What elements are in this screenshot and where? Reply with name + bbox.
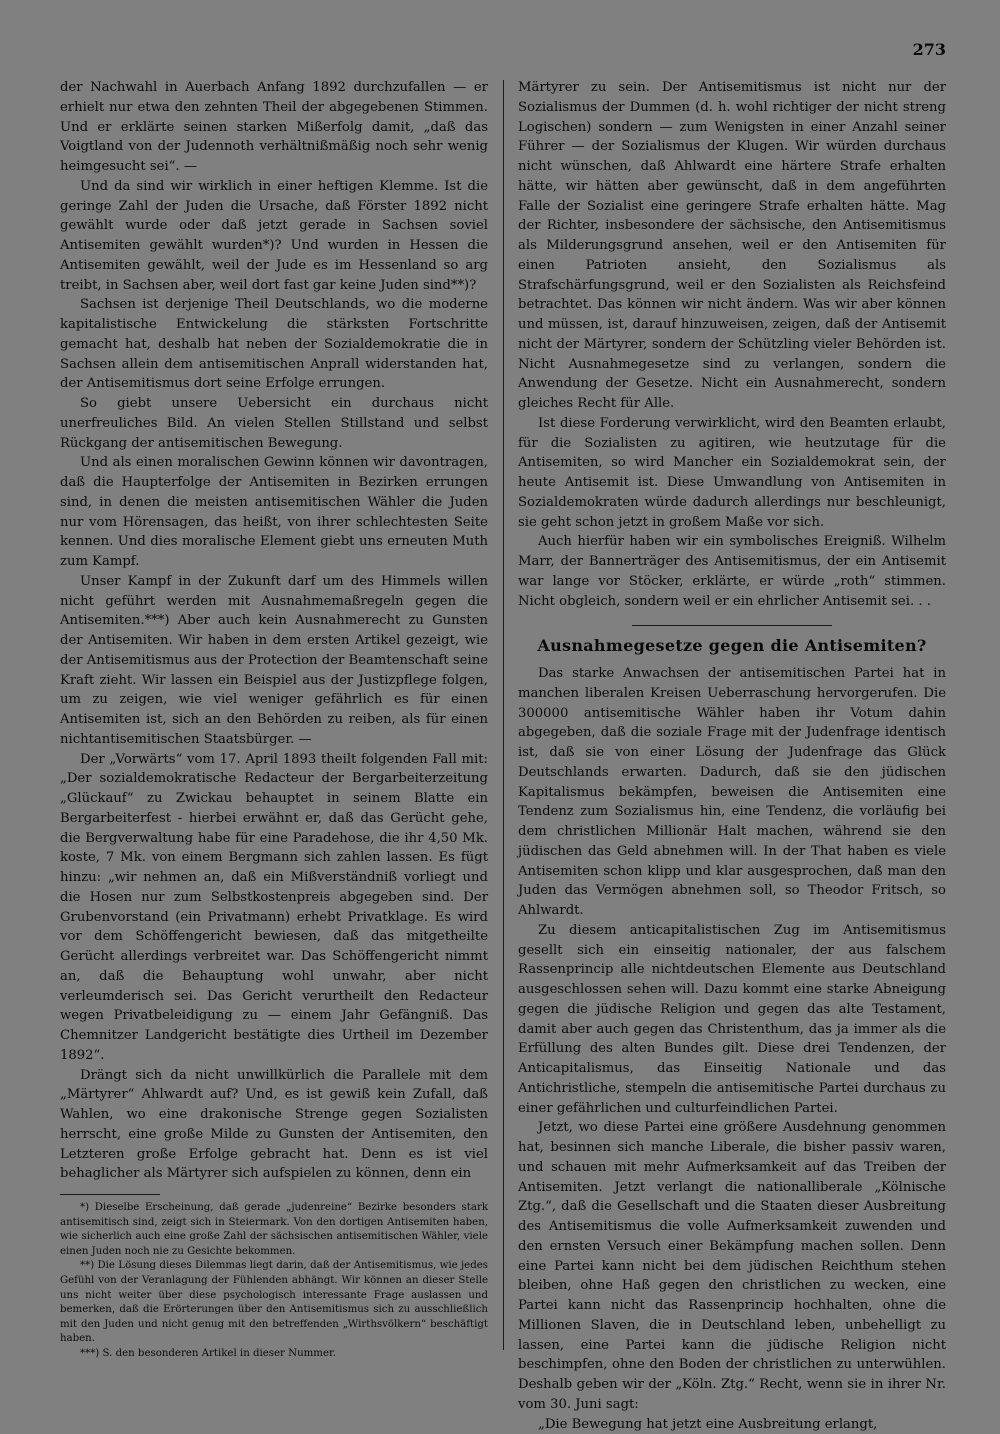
paragraph: Der „Vorwärts“ vom 17. April 1893 theilt folgenden Fall mit: „Der sozialdemokratische Redacteur der Bergarbeiterzeitung „Glückauf“ zu Zwickau behauptet in seinem Blatte ein Bergarbeiterfest - hierbei erwähnt er, daß das Gerücht gehe, die Bergverwaltung habe für eine Paradehose, die ihr 4,50 Mk. koste, 7 Mk. von einem Bergmann sich zahlen lassen. Es fügt hinzu: „wir nehmen an, daß ein Mißverständniß vorliegt und die Hosen nur zum Selbstkostenpreis abgegeben sind. Der Grubenvorstand (ein Privatmann) erhebt Privatklage. Es wird vor dem Schöffengericht bewiesen, daß das mitgetheilte Gerücht allerdings verbreitet war. Das Schöffengericht nimmt an, daß die Behauptung wohl unwahr, aber nicht verleumderisch sei. Das Gericht verurtheilt den Redacteur wegen Privatbeleidigung zu — einem Jahr Gefängniß. Das Chemnitzer Landgericht bestätigte dies Urtheil im Dezember 1892“. [60,750,488,1066]
right-column [518,78,946,1434]
page-number: 273 [913,40,946,59]
footnote: **) Die Lösung dieses Dilemmas liegt darin, daß der Antisemitismus, wie jedes Gefühl von der Veranlagung der Fühlenden abhängt. Wir können an dieser Stelle uns nicht weiter über diese psychologisch interessante Frage auslassen und bemerken, daß die Erörterungen über den Antisemitismus sich zu ausschließlich mit den Juden und nicht genug mit den betreffenden „Wirthsvölkern“ beschäftigt haben. [60,1259,488,1347]
paragraph: der Nachwahl in Auerbach Anfang 1892 durchzufallen — er erhielt nur etwa den zehnten Theil der abgegebenen Stimmen. Und er erklärte seinen starken Mißerfolg damit, „daß das Voigtland von der Judennoth verhältnißmäßig noch sehr wenig heimgesucht sei“. — [60,78,488,177]
paragraph: Das starke Anwachsen der antisemitischen Partei hat in manchen liberalen Kreisen Ueberraschung hervorgerufen. Die 300000 antisemitische Wähler haben ihr Votum dahin abgegeben, daß die soziale Frage mit der Judenfrage identisch ist, daß sie von einer Lösung der Judenfrage das Glück Deutschlands erwarten. Dadurch, daß sie den jüdischen Kapitalismus bekämpfen, beweisen die Antisemiten eine Tendenz zum Sozialismus hin, eine Tendenz, die vorläufig bei dem christlichen Millionär Halt machen, während sie den jüdischen das Geld abnehmen will. In der That haben es viele Antisemiten schon klipp und klar ausgesprochen, daß man den Juden das Vermögen abnehmen soll, so Theodor Fritsch, so Ahlwardt. [518,664,946,921]
paragraph: Unser Kampf in der Zukunft darf um des Himmels willen nicht geführt werden mit Ausnahmemaßregeln gegen die Antisemiten.***) Aber auch kein Ausnahmerecht zu Gunsten der Antisemiten. Wir haben in dem ersten Artikel gezeigt, wie der Antisemitismus aus der Protection der Beamtenschaft seine Kraft zieht. Wir lassen ein Beispiel aus der Justizpflege folgen, um zu zeigen, wie viel weniger gefährlich es für einen Antisemiten ist, sich an den Behörden zu reiben, als für einen nichtantisemitischen Staatsbürger. — [60,572,488,750]
footnote: ***) S. den besonderen Artikel in dieser Nummer. [60,1347,488,1362]
footnotes [60,1201,488,1362]
footnote: *) Dieselbe Erscheinung, daß gerade „judenreine“ Bezirke besonders stark antisemitisch sind, zeigt sich in Steiermark. Von den dortigen Antisemiten haben, wie sicherlich auch eine große Zahl der sächsischen antisemitischen Wähler, viele einen Juden noch nie zu Gesichte bekommen. [60,1201,488,1259]
footnote-divider [60,1194,160,1195]
paragraph: Jetzt, wo diese Partei eine größere Ausdehnung genommen hat, besinnen sich manche Liberale, die bisher passiv waren, und schauen mit mehr Aufmerksamkeit auf das Treiben der Antisemiten. Jetzt verlangt die nationalliberale „Kölnische Ztg.“, daß die Gesellschaft und die Staaten dieser Ausbreitung des Antisemitismus die volle Aufmerksamkeit zuwenden und den ernsten Versuch einer Bekämpfung machen sollen. Denn eine Partei kann nicht bei dem jüdischen Reichthum stehen bleiben, ohne Haß gegen den christlichen zu wecken, eine Partei kann nicht das Rassenprincip hochhalten, ohne die Millionen Slaven, die in Deutschland leben, unbehelligt zu lassen, eine Partei kann die jüdische Religion nicht beschimpfen, ohne den Boden der christlichen zu unterwühlen. Deshalb geben wir der „Köln. Ztg.“ Recht, wenn sie in ihrer Nr. vom 30. Juni sagt: [518,1118,946,1414]
column-divider [503,80,504,1350]
section-divider [632,625,832,626]
left-column [60,78,488,1362]
paragraph: Drängt sich da nicht unwillkürlich die Parallele mit dem „Märtyrer“ Ahlwardt auf? Und, es ist gewiß kein Zufall, daß Wahlen, wo eine drakonische Strenge gegen Sozialisten herrscht, eine große Milde zu Gunsten der Antisemiten, den Letzteren große Erfolge gebracht hat. Denn es ist viel behaglicher als Märtyrer sich aufspielen zu können, denn ein [60,1066,488,1185]
paragraph: So giebt unsere Uebersicht ein durchaus nicht unerfreuliches Bild. An vielen Stellen Stillstand und selbst Rückgang der antisemitischen Bewegung. [60,394,488,453]
paragraph: „Die Bewegung hat jetzt eine Ausbreitung erlangt, [518,1415,946,1434]
paragraph: Märtyrer zu sein. Der Antisemitismus ist nicht nur der Sozialismus der Dummen (d. h. wohl richtiger der nicht streng Logischen) sondern — zum Wenigsten in einer Anzahl seiner Führer — der Sozialismus der Klugen. Wir würden durchaus nicht wünschen, daß Ahlwardt eine härtere Strafe erhalten hätte, wir hätten aber gewünscht, daß in dem angeführten Falle der Sozialist eine geringere Strafe erhalten hätte. Mag der Richter, insbesondere der sächsische, den Antisemitismus als Milderungsgrund ansehen, weil er den Antisemiten für einen Patrioten ansieht, den Sozialismus als Strafschärfungsgrund, weil er den Sozialisten als Reichsfeind betrachtet. Das können wir nicht ändern. Was wir aber können und müssen, ist, darauf hinzuweisen, zeigen, daß der Antisemit nicht der Märtyrer, sondern der Schützling vieler Behörden ist. Nicht Ausnahmegesetze sind zu verlangen, sondern die Anwendung der Gesetze. Nicht ein Ausnahmerecht, sondern gleiches Recht für Alle. [518,78,946,414]
paragraph: Und da sind wir wirklich in einer heftigen Klemme. Ist die geringe Zahl der Juden die Ursache, daß Förster 1892 nicht gewählt wurde oder daß jetzt gerade in Sachsen soviel Antisemiten gewählt wurden*)? Und wurden in Hessen die Antisemiten gewählt, weil der Jude es im Hessenland so arg treibt, in Sachsen aber, weil dort fast gar keine Juden sind**)? [60,177,488,296]
paragraph: Sachsen ist derjenige Theil Deutschlands, wo die moderne kapitalistische Entwickelung die stärksten Fortschritte gemacht hat, deshalb hat neben der Sozialdemokratie die in Sachsen allein dem antisemitischen Anprall widerstanden hat, der Antisemitismus dort seine Erfolge errungen. [60,295,488,394]
paragraph: Zu diesem anticapitalistischen Zug im Antisemitismus gesellt sich ein einseitig nationaler, der aus falschem Rassenprincip alle nichtdeutschen Elemente aus Deutschland ausgeschlossen sehen will. Dazu kommt eine starke Abneigung gegen die jüdische Religion und gegen das alte Testament, damit aber auch gegen das Christenthum, das ja immer als die Erfüllung des alten Bundes gilt. Diese drei Tendenzen, der Anticapitalismus, das Einseitig Nationale und das Antichristliche, stempeln die antisemitische Partei durchaus zu einer gefährlichen und culturfeindlichen Partei. [518,921,946,1119]
section-heading: Ausnahmegesetze gegen die Antisemiten? [518,636,946,656]
paragraph: Ist diese Forderung verwirklicht, wird den Beamten erlaubt, für die Sozialisten zu agitiren, wie heutzutage für die Antisemiten, so wird Mancher ein Sozialdemokrat sein, der heute Antisemit ist. Diese Umwandlung von Antisemiten in Sozialdemokraten würde dadurch allerdings nur beschleunigt, sie geht schon jetzt in großem Maße vor sich. [518,414,946,533]
paragraph: Auch hierfür haben wir ein symbolisches Ereigniß. Wilhelm Marr, der Bannerträger des Antisemitismus, der ein Antisemit war lange vor Stöcker, erklärte, er würde „roth“ stimmen. Nicht obgleich, sondern weil er ein ehrlicher Antisemit sei. . . [518,532,946,611]
paragraph: Und als einen moralischen Gewinn können wir davontragen, daß die Haupterfolge der Antisemiten in Bezirken errungen sind, in denen die meisten antisemitischen Wähler die Juden nur vom Hörensagen, das heißt, von ihrer schlechtesten Seite kennen. Und dies moralische Element giebt uns erneuten Muth zum Kampf. [60,453,488,572]
